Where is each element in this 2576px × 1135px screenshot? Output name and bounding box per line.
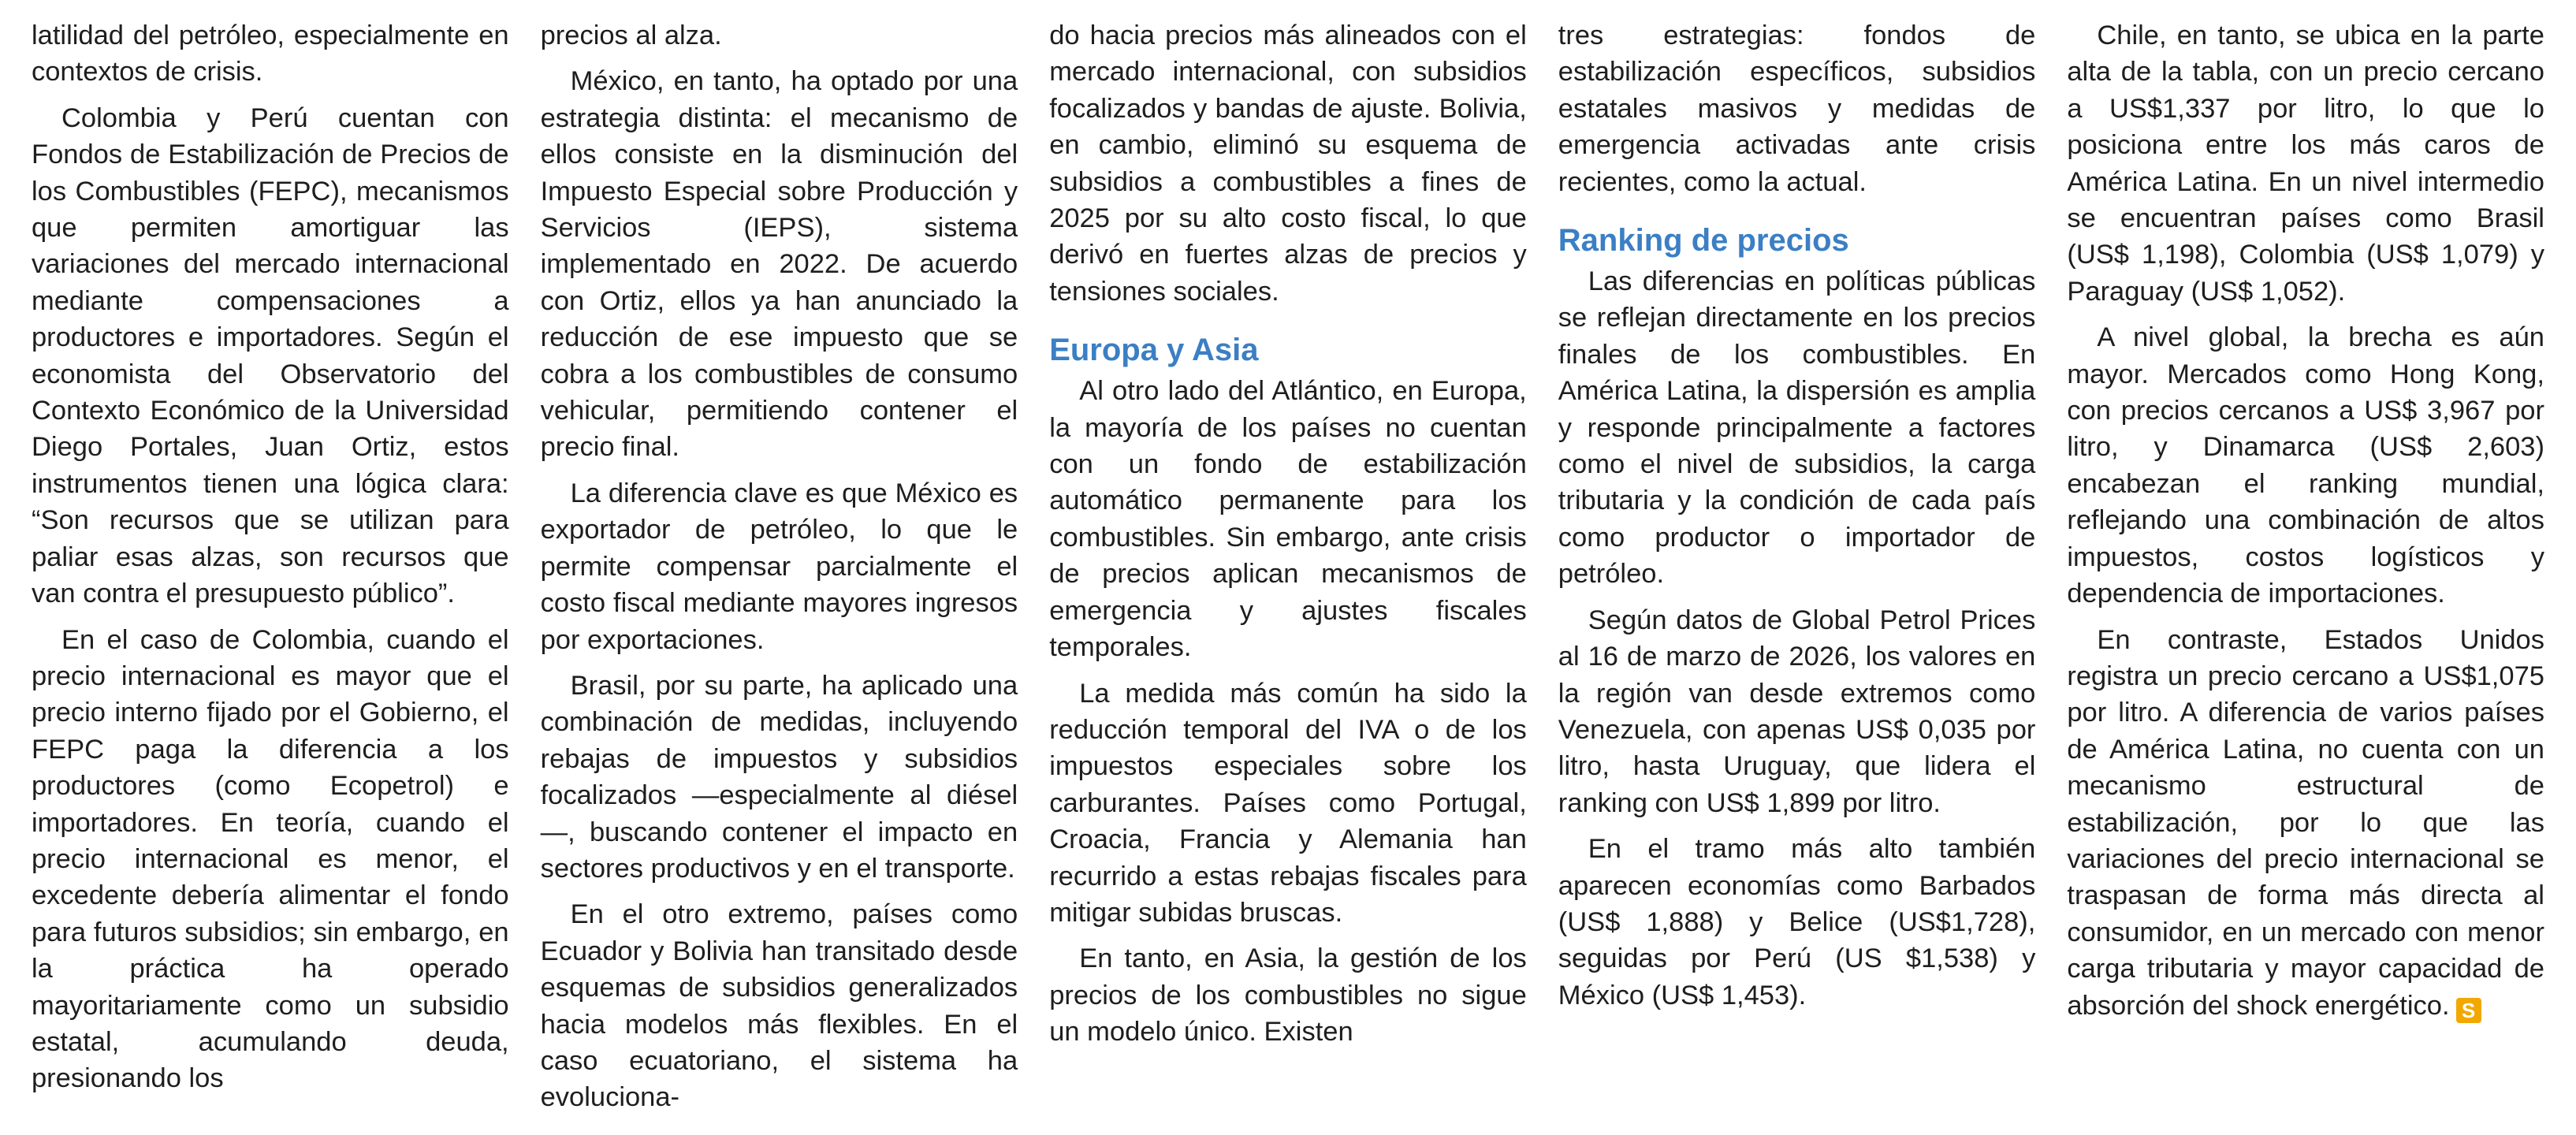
- paragraph: Al otro lado del Atlántico, en Europa, la mayoría de los países no cuentan con un fondo de estabilización automático permanente para los combustibles. Sin embargo, ante crisis de precios aplican mecanismos de emergencia y ajustes fiscales temporales.: [1049, 376, 1527, 663]
- paragraph: [2067, 622, 2544, 1024]
- column-1: [32, 17, 509, 1135]
- column-3: [1049, 17, 1527, 1135]
- column-2: [541, 17, 1018, 1135]
- paragraph: do hacia precios más alineados con el mercado internacional, con subsidios focalizados y bandas de ajuste. Bolivia, en cambio, eliminó su esquema de subsidios a combustibles a fines de 2025 por su alto costo fiscal, lo que derivó en fuertes alzas de precios y tensiones sociales.: [1049, 20, 1527, 307]
- paragraph: tres estrategias: fondos de estabilización específicos, subsidios estatales masivos y medidas de emergencia activadas ante crisis recientes, como la actual.: [1558, 20, 2036, 197]
- paragraph: Las diferencias en políticas públicas se reflejan directamente en los precios finales de los combustibles. En América Latina, la dispersión es amplia y responde principalmente a factores como el nivel de subsidios, la carga tributaria y la condición de cada país como productor o importador de petróleo.: [1558, 266, 2036, 590]
- end-of-article-icon: S: [2456, 998, 2481, 1023]
- paragraph-text: En contraste, Estados Unidos registra un precio cercano a US$1,075 por litro. A diferencia de varios países de América Latina, no cuenta con un mecanismo estructural de estabilización, por lo que las variaciones del precio internacional se traspasan de forma más directa al consumidor, en un mercado con menor carga tributaria y mayor capacidad de absorción del shock energético.: [2067, 624, 2544, 1021]
- paragraph: En el otro extremo, países como Ecuador y Bolivia han transitado desde esquemas de subsidios generalizados hacia modelos más flexibles. En el caso ecuatoriano, el sistema ha evoluciona-: [540, 899, 1018, 1113]
- paragraph: La medida más común ha sido la reducción temporal del IVA o de los impuestos especiales sobre los carburantes. Países como Portugal, Croacia, Francia y Alemania han recurrido a estas rebajas fiscales para mitigar subidas bruscas.: [1049, 678, 1527, 928]
- paragraph: Colombia y Perú cuentan con Fondos de Estabilización de Precios de los Combustibles (FEPC), mecanismos que permiten amortiguar las variaciones del mercado internacional mediante compensaciones a productores e importadores. Según el economista del Observatorio del Contexto Económico de la Universidad Diego Portales, Juan Ortiz, estos instrumentos tienen una lógica clara: “Son recursos que se utilizan para paliar esas alzas, son recursos que van contra el presupuesto público”.: [32, 102, 509, 609]
- paragraph: precios al alza.: [540, 20, 722, 50]
- paragraph: Según datos de Global Petrol Prices al 16 de marzo de 2026, los valores en la región van desde extremos como Venezuela, con apenas US$ 0,035 por litro, hasta Uruguay, que lidera el ranking con US$ 1,899 por litro.: [1558, 605, 2036, 818]
- paragraph: La diferencia clave es que México es exportador de petróleo, lo que le permite compensar parcialmente el costo fiscal mediante mayores ingresos por exportaciones.: [540, 478, 1018, 655]
- paragraph: Chile, en tanto, se ubica en la parte alta de la tabla, con un precio cercano a US$1,337 por litro, lo que lo posiciona entre los más caros de América Latina. En un nivel intermedio se encuentran países como Brasil (US$ 1,198), Colombia (US$ 1,079) y Paraguay (US$ 1,052).: [2067, 20, 2544, 307]
- paragraph: En el tramo más alto también aparecen economías como Barbados (US$ 1,888) y Belice (US$1,728), seguidas por Perú (US $1,538) y México (US$ 1,453).: [1558, 834, 2036, 1010]
- column-4: [1558, 17, 2036, 1135]
- paragraph: En el caso de Colombia, cuando el precio internacional es mayor que el precio interno fijado por el Gobierno, el FEPC paga la diferencia a los productores (como Ecopetrol) e importadores. En teoría, cuando el precio internacional es menor, el excedente debería alimentar el fondo para futuros subsidios; sin embargo, en la práctica ha operado mayoritariamente como un subsidio estatal, acumulando deuda, presionando los: [32, 624, 509, 1094]
- column-5: [2067, 17, 2544, 1135]
- section-heading-ranking-precios: Ranking de precios: [1558, 223, 1849, 259]
- paragraph: México, en tanto, ha optado por una estrategia distinta: el mecanismo de ellos consiste en la disminución del Impuesto Especial sobre Producción y Servicios (IEPS), sistema implementado en 2022. De acuerdo con Ortiz, ellos ya han anunciado la reducción de ese impuesto que se cobra a los combustibles de consumo vehicular, permitiendo contener el precio final.: [540, 66, 1018, 463]
- paragraph: A nivel global, la brecha es aún mayor. Mercados como Hong Kong, con precios cercanos a US$ 3,967 por litro, y Dinamarca (US$ 2,603) encabezan el ranking mundial, reflejando una combinación de altos impuestos, costos logísticos y dependencia de importaciones.: [2067, 322, 2544, 609]
- paragraph: En tanto, en Asia, la gestión de los precios de los combustibles no sigue un modelo único. Existen: [1049, 943, 1527, 1048]
- paragraph: latilidad del petróleo, especialmente en contextos de crisis.: [32, 20, 509, 87]
- section-heading-europa-asia: Europa y Asia: [1049, 333, 1259, 368]
- paragraph: Brasil, por su parte, ha aplicado una combinación de medidas, incluyendo rebajas de impuestos y subsidios focalizados —especialmente al diésel—, buscando contener el impacto en sectores productivos y en el transporte.: [540, 670, 1018, 884]
